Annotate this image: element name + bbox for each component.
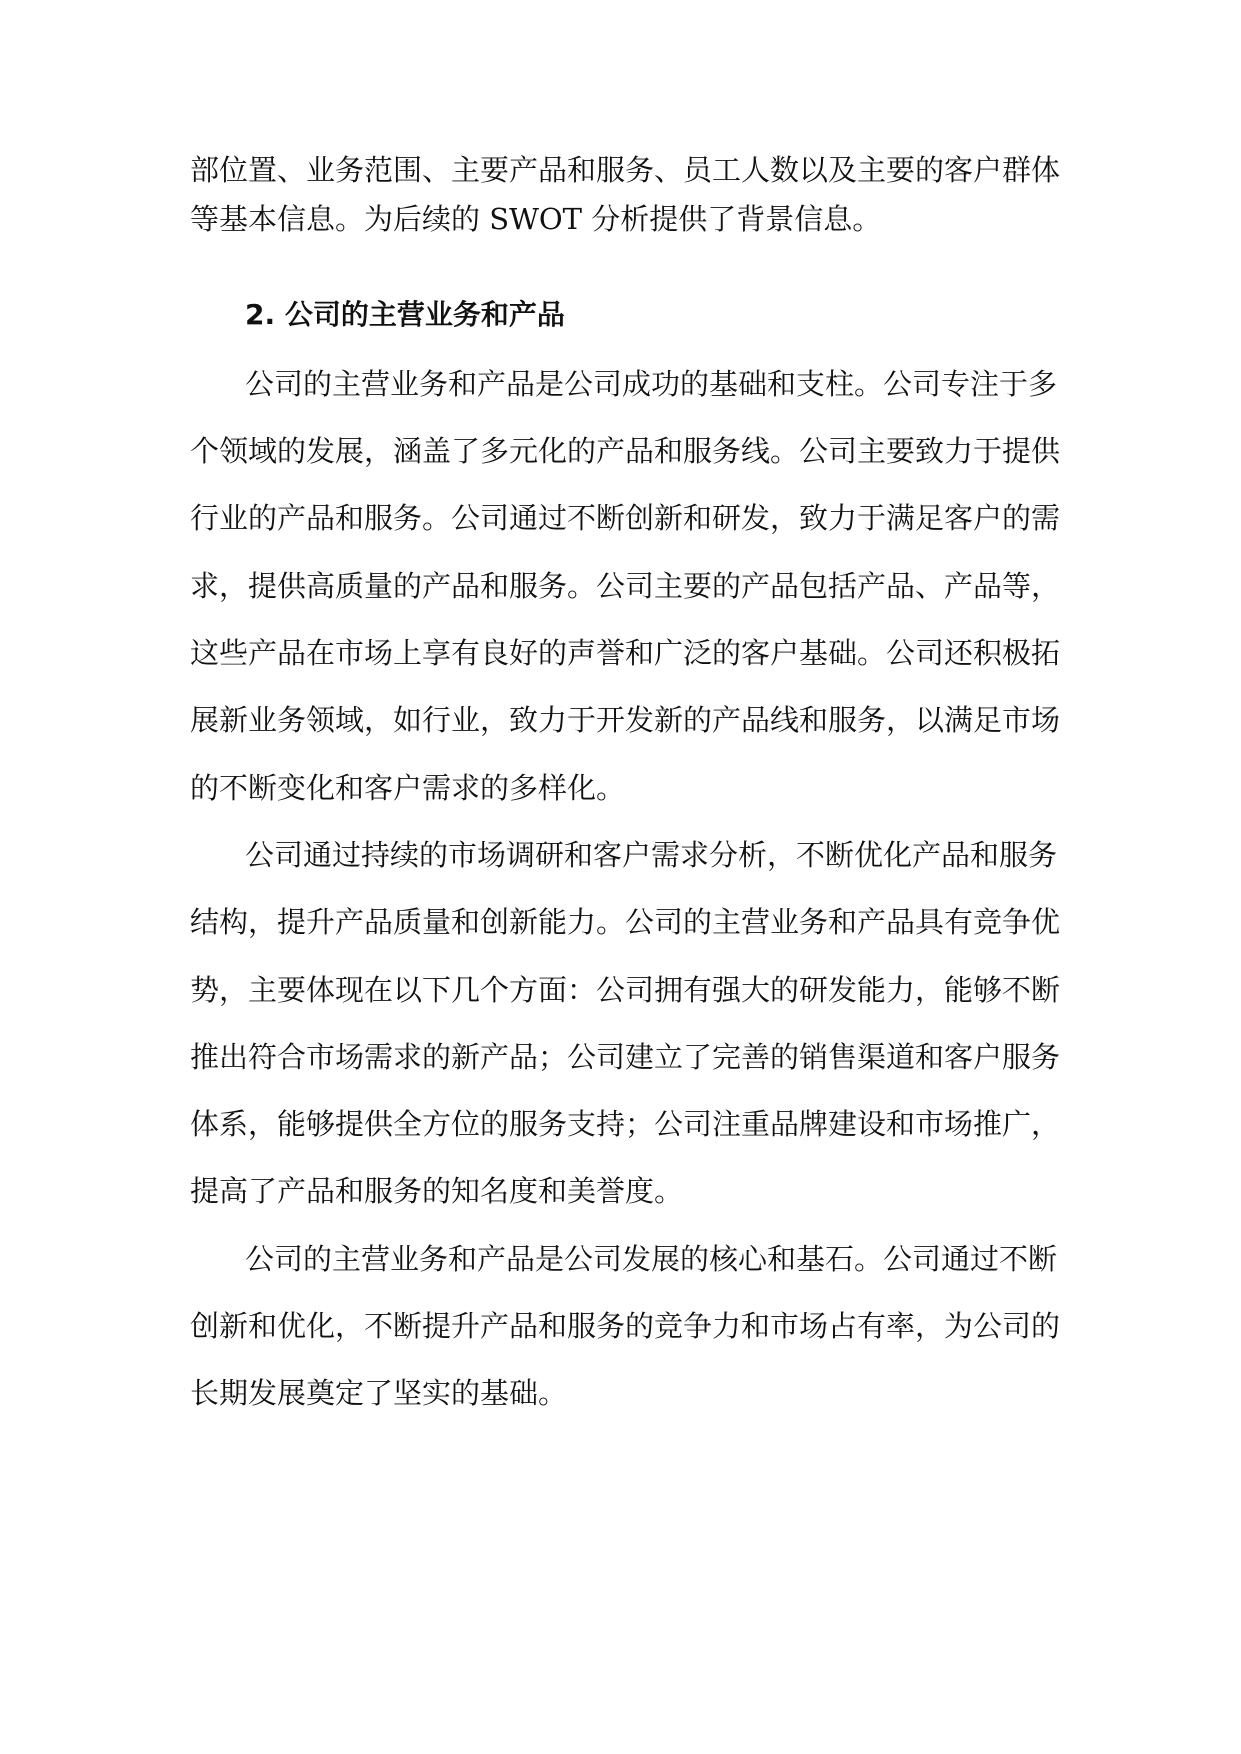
paragraph-line: 体系，能够提供全方位的服务支持；公司注重品牌建设和市场推广， (190, 1107, 1061, 1141)
paragraph-line: 公司的主营业务和产品是公司发展的核心和基石。公司通过不断 (245, 1242, 1058, 1276)
paragraph-line: 公司通过持续的市场调研和客户需求分析，不断优化产品和服务 (245, 838, 1058, 872)
paragraph-line: 求，提供高质量的产品和服务。公司主要的产品包括产品、产品等， (190, 569, 1061, 603)
paragraph-line: 个领域的发展，涵盖了多元化的产品和服务线。公司主要致力于提供 (190, 434, 1061, 468)
paragraph-line: 部位置、业务范围、主要产品和服务、员工人数以及主要的客户群体 (190, 153, 1061, 187)
paragraph-line: 结构，提升产品质量和创新能力。公司的主营业务和产品具有竞争优 (190, 905, 1061, 939)
paragraph-line: 公司的主营业务和产品是公司成功的基础和支柱。公司专注于多 (245, 367, 1058, 401)
paragraph-line: 创新和优化，不断提升产品和服务的竞争力和市场占有率，为公司的 (190, 1309, 1061, 1343)
section-heading: 2. 公司的主营业务和产品 (245, 298, 565, 331)
paragraph-line: 这些产品在市场上享有良好的声誉和广泛的客户基础。公司还积极拓 (190, 636, 1061, 670)
paragraph-line: 展新业务领域，如行业，致力于开发新的产品线和服务，以满足市场 (190, 703, 1061, 737)
paragraph-line: 行业的产品和服务。公司通过不断创新和研发，致力于满足客户的需 (190, 501, 1061, 535)
paragraph-line: 提高了产品和服务的知名度和美誉度。 (190, 1174, 684, 1208)
paragraph-line: 的不断变化和客户需求的多样化。 (190, 771, 626, 805)
paragraph-line: 推出符合市场需求的新产品；公司建立了完善的销售渠道和客户服务 (190, 1040, 1061, 1074)
paragraph-line: 势，主要体现在以下几个方面：公司拥有强大的研发能力，能够不断 (190, 973, 1061, 1007)
paragraph-line: 长期发展奠定了坚实的基础。 (190, 1376, 568, 1410)
paragraph-line: 等基本信息。为后续的 SWOT 分析提供了背景信息。 (190, 202, 882, 236)
